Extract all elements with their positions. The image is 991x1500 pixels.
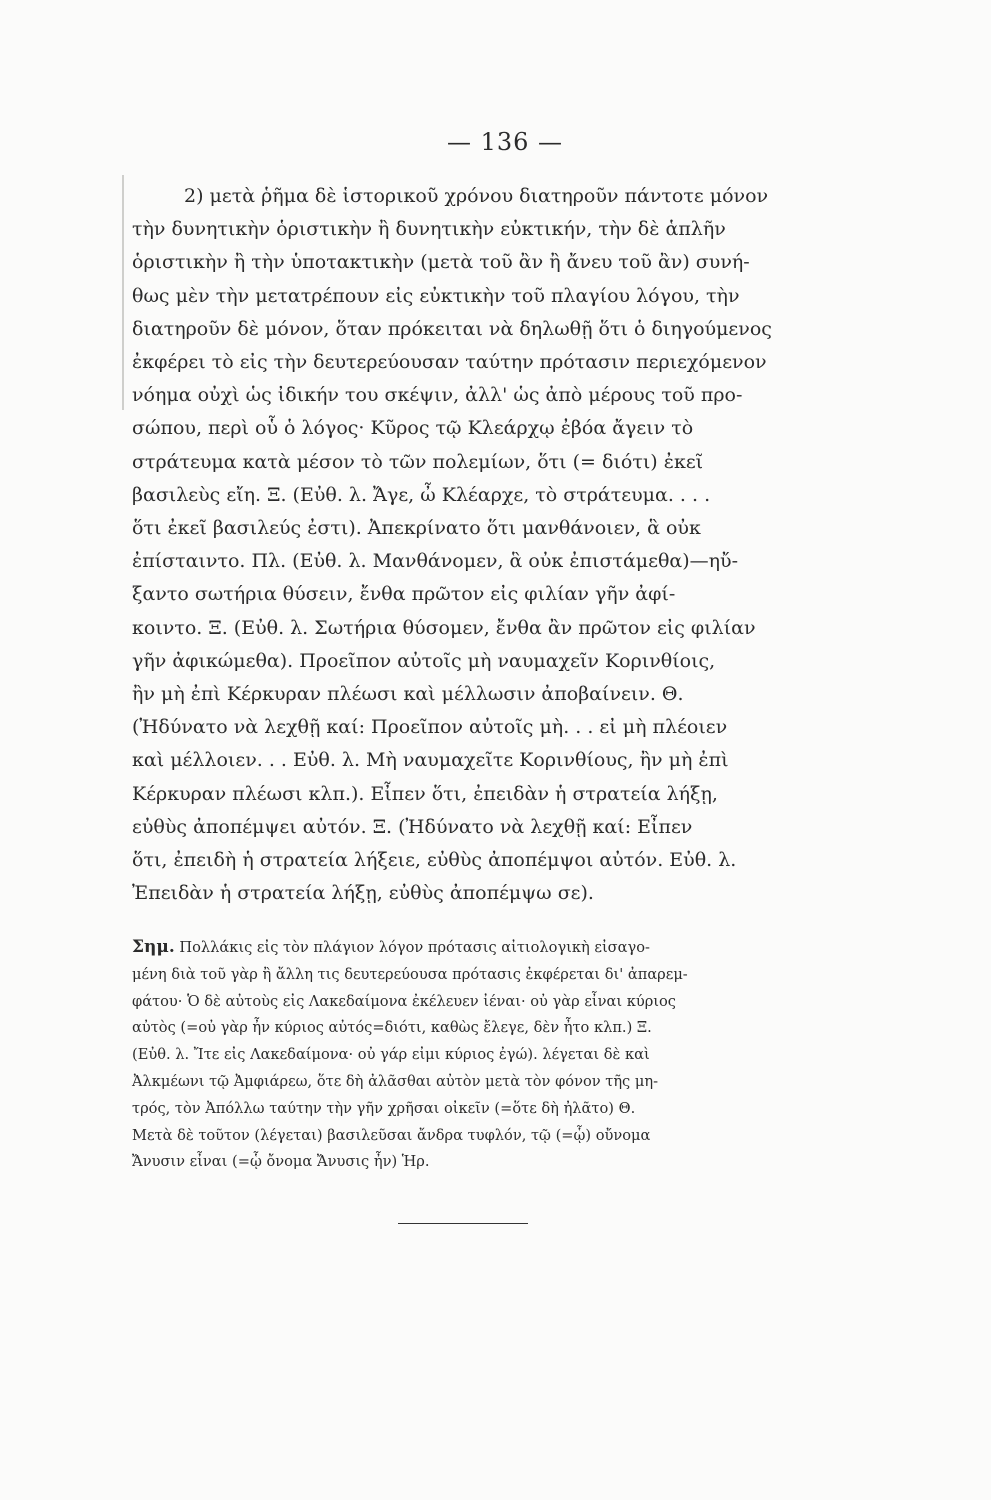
text-line: Ἐπειδὰν ἡ στρατεία λήξῃ, εὐθὺς ἀποπέμψω σε).	[132, 882, 594, 905]
note-label: Σημ.	[132, 937, 175, 957]
main-paragraph	[132, 180, 872, 910]
text-line: γῆν ἀφικώμεθα). Προεῖπον αὐτοῖς μὴ ναυμαχεῖν Κορινθίοις,	[132, 649, 716, 672]
note-line: Πολλάκις εἰς τὸν πλάγιον λόγον πρότασις αἰτιολογικὴ εἰσαγο-	[179, 939, 650, 956]
text-line: νόημα οὐχὶ ὡς ἰδικήν του σκέψιν, ἀλλ' ὡς ἀπὸ μέρους τοῦ προ-	[132, 384, 743, 407]
note-line: τρός, τὸν Ἀπόλλω ταύτην τὴν γῆν χρῆσαι οἰκεῖν (=ὅτε δὴ ἠλᾶτο) Θ.	[132, 1099, 636, 1117]
note-line: Μετὰ δὲ τοῦτον (λέγεται) βασιλεῦσαι ἄνδρα τυφλόν, τῷ (=ᾧ) οὔνομα	[132, 1126, 651, 1144]
note-line: Ἀλκμέωνι τῷ Ἀμφιάρεω, ὅτε δὴ ἀλᾶσθαι αὐτὸν μετὰ τὸν φόνον τῆς μη-	[132, 1072, 659, 1090]
note-block	[132, 934, 872, 1176]
text-line: βασιλεὺς εἴη. Ξ. (Εὐθ. λ. Ἄγε, ὦ Κλέαρχε, τὸ στράτευμα. . . .	[132, 483, 711, 506]
end-rule	[398, 1223, 528, 1224]
text-line: ἐπίσταιντο. Πλ. (Εὐθ. λ. Μανθάνομεν, ἃ οὐκ ἐπιστάμεθα)—ηὔ-	[132, 550, 738, 573]
text-line: Κέρκυραν πλέωσι κλπ.). Εἶπεν ὅτι, ἐπειδὰν ἡ στρατεία λήξῃ,	[132, 782, 718, 805]
text-line: ὁριστικὴν ἢ τὴν ὑποτακτικὴν (μετὰ τοῦ ἂν ἢ ἄνευ τοῦ ἂν) συνή-	[132, 251, 750, 274]
note-line: φάτου· Ὁ δὲ αὐτοὺς εἰς Λακεδαίμονα ἐκέλευεν ἰέναι· οὐ γὰρ εἶναι κύριος	[132, 992, 676, 1010]
text-line: ἢν μὴ ἐπὶ Κέρκυραν πλέωσι καὶ μέλλωσιν ἀποβαίνειν. Θ.	[132, 683, 684, 706]
page-number: — 136 —	[446, 128, 564, 156]
note-line: μένη διὰ τοῦ γὰρ ἢ ἄλλη τις δευτερεύουσα πρότασις ἐκφέρεται δι' ἀπαρεμ-	[132, 965, 688, 983]
note-line: Ἄνυσιν εἶναι (=ᾧ ὄνομα Ἄνυσις ἦν) Ἡρ.	[132, 1153, 430, 1171]
note-line: αὐτὸς (=οὐ γὰρ ἦν κύριος αὐτός=διότι, καθὼς ἔλεγε, δὲν ἦτο κλπ.) Ξ.	[132, 1019, 652, 1037]
text-line: στράτευμα κατὰ μέσον τὸ τῶν πολεμίων, ὅτι (= διότι) ἐκεῖ	[132, 450, 704, 473]
text-line: ξαντο σωτήρια θύσειν, ἔνθα πρῶτον εἰς φιλίαν γῆν ἀφί-	[132, 583, 676, 606]
text-line: εὐθὺς ἀποπέμψει αὐτόν. Ξ. (Ἠδύνατο νὰ λεχθῇ καί: Εἶπεν	[132, 815, 693, 838]
text-line: ὅτι, ἐπειδὴ ἡ στρατεία λήξειε, εὐθὺς ἀποπέμψοι αὐτόν. Εὐθ. λ.	[132, 849, 737, 872]
text-line: 2) μετὰ ῥῆμα δὲ ἱστορικοῦ χρόνου διατηροῦν πάντοτε μόνον	[184, 185, 769, 207]
text-line: τὴν δυνητικὴν ὁριστικὴν ἢ δυνητικὴν εὐκτικήν, τὴν δὲ ἁπλῆν	[132, 218, 726, 241]
note-line: (Εὐθ. λ. Ἴτε εἰς Λακεδαίμονα· οὐ γάρ εἰμι κύριος ἐγώ). λέγεται δὲ καὶ	[132, 1046, 650, 1064]
text-line: θως μὲν τὴν μετατρέπουν εἰς εὐκτικὴν τοῦ πλαγίου λόγου, τὴν	[132, 284, 740, 307]
text-line: (Ἠδύνατο νὰ λεχθῇ καί: Προεῖπον αὐτοῖς μὴ. . . εἰ μὴ πλέοιεν	[132, 716, 728, 739]
margin-mark	[122, 175, 124, 410]
text-line: ὅτι ἐκεῖ βασιλεύς ἐστι). Ἀπεκρίνατο ὅτι μανθάνοιεν, ἃ οὐκ	[132, 517, 701, 540]
text-line: καὶ μέλλοιεν. . . Εὐθ. λ. Μὴ ναυμαχεῖτε Κορινθίους, ἢν μὴ ἐπὶ	[132, 749, 729, 772]
text-line: κοιντο. Ξ. (Εὐθ. λ. Σωτήρια θύσομεν, ἔνθα ἂν πρῶτον εἰς φιλίαν	[132, 616, 756, 639]
text-line: ἐκφέρει τὸ εἰς τὴν δευτερεύουσαν ταύτην πρότασιν περιεχόμενον	[132, 351, 767, 374]
text-line: διατηροῦν δὲ μόνον, ὅταν πρόκειται νὰ δηλωθῇ ὅτι ὁ διηγούμενος	[132, 317, 772, 340]
text-line: σώπου, περὶ οὗ ὁ λόγος· Κῦρος τῷ Κλεάρχῳ ἐβόα ἄγειν τὸ	[132, 417, 694, 440]
